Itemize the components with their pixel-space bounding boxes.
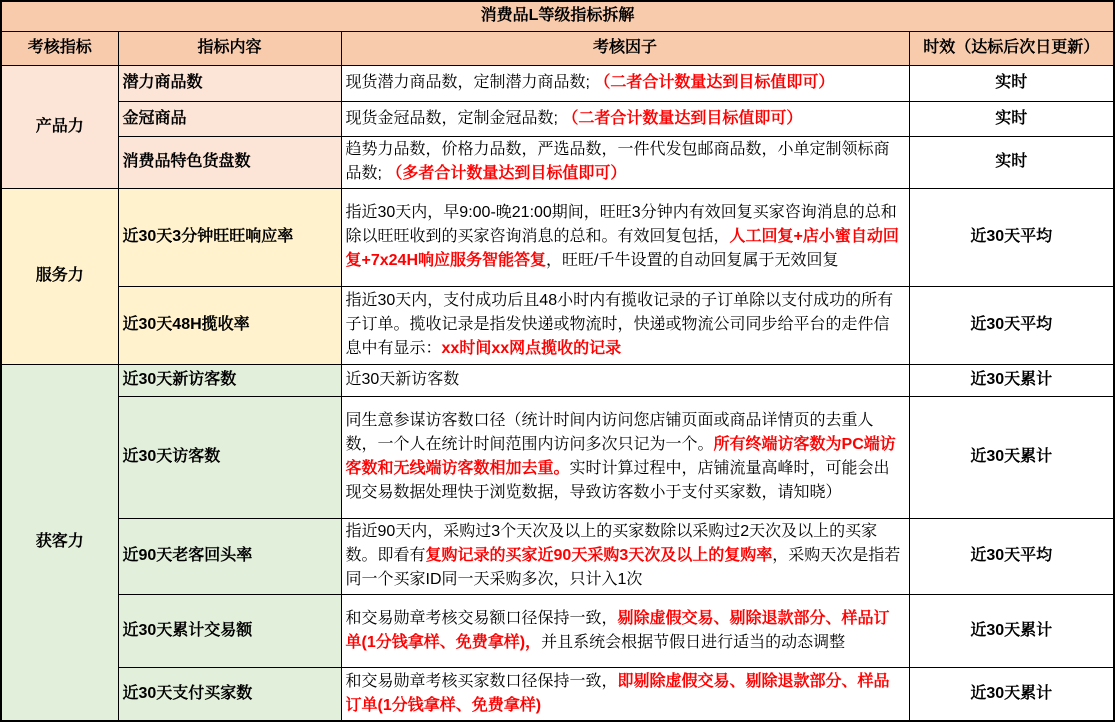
table-row bbox=[1, 188, 1114, 286]
column-header-row bbox=[1, 31, 1114, 65]
timeliness-cell: 近30天平均 bbox=[909, 286, 1114, 364]
table-row bbox=[1, 396, 1114, 518]
factor-text: 指近30天内，支付成功后且48小时内有揽收记录的子订单除以支付成功的所有子订单。揽收记录是指发快递或物流时，快递或物流公司同步给平台的走件信息中有显示： bbox=[345, 292, 894, 357]
factor-cell bbox=[341, 667, 909, 721]
factor-cell bbox=[341, 594, 909, 667]
timeliness-cell: 近30天累计 bbox=[909, 396, 1114, 518]
factor-highlight-text: （多者合计数量达到目标值即可） bbox=[386, 165, 627, 182]
indicator-cell: 潜力商品数 bbox=[118, 65, 341, 101]
column-header-assessment-factor: 考核因子 bbox=[341, 31, 909, 65]
table-head bbox=[1, 1, 1114, 65]
indicator-cell: 近90天老客回头率 bbox=[118, 518, 341, 594]
factor-cell bbox=[341, 364, 909, 396]
table-body bbox=[1, 65, 1114, 721]
factor-cell bbox=[341, 396, 909, 518]
factor-cell bbox=[341, 286, 909, 364]
factor-text: 实时计算过程中，店铺流量高峰时，可能会出现交易数据处理快于浏览数据，导致访客数小于支付买家数，请知晓） bbox=[345, 460, 890, 501]
timeliness-cell: 实时 bbox=[909, 101, 1114, 136]
factor-highlight-text: （二者合计数量达到目标值即可） bbox=[562, 109, 803, 127]
factor-cell bbox=[341, 136, 909, 188]
factor-text: 现货潜力商品数，定制潜力商品数; bbox=[345, 74, 595, 91]
table-row bbox=[1, 518, 1114, 594]
factor-highlight-text: xx时间xx网点揽收的记录 bbox=[441, 340, 622, 357]
indicator-cell: 近30天累计交易额 bbox=[118, 594, 341, 667]
factor-cell bbox=[341, 188, 909, 286]
factor-cell bbox=[341, 101, 909, 136]
factor-cell bbox=[341, 65, 909, 101]
indicator-cell: 金冠商品 bbox=[118, 101, 341, 136]
table-row bbox=[1, 65, 1114, 101]
factor-highlight-text: 人工回复+店小蜜自动回复+7x24H响应服务智能答复 bbox=[345, 228, 899, 269]
indicator-cell: 近30天新访客数 bbox=[118, 364, 341, 396]
factor-text: 和交易勋章考核交易额口径保持一致， bbox=[345, 609, 618, 627]
factor-highlight-text: 剔除虚假交易、剔除退款部分、样品订单(1分钱拿样、免费拿样)， bbox=[345, 609, 890, 651]
group-label: 获客力 bbox=[1, 364, 118, 721]
title-row bbox=[1, 1, 1114, 31]
column-header-indicator-content: 指标内容 bbox=[118, 31, 341, 65]
group-label: 服务力 bbox=[1, 188, 118, 364]
factor-cell bbox=[341, 518, 909, 594]
group-label: 产品力 bbox=[1, 65, 118, 188]
indicator-cell: 近30天3分钟旺旺响应率 bbox=[118, 188, 341, 286]
factor-text: ，采购天次是指若同一个买家ID同一天采购多次，只计入1次 bbox=[345, 547, 901, 588]
column-header-assessment-indicator: 考核指标 bbox=[1, 31, 118, 65]
factor-text: ，旺旺/千牛设置的自动回复属于无效回复 bbox=[546, 252, 839, 269]
factor-text: 指近30天内，早9:00-晚21:00期间，旺旺3分钟内有效回复买家咨询消息的总和除以旺旺收到的买家咨询消息的总和。有效回复包括， bbox=[345, 204, 897, 245]
table-row bbox=[1, 667, 1114, 721]
factor-text: 现货金冠品数，定制金冠品数; bbox=[345, 109, 563, 127]
indicator-cell: 近30天48H揽收率 bbox=[118, 286, 341, 364]
table-row bbox=[1, 286, 1114, 364]
factor-text: 和交易勋章考核买家数口径保持一致， bbox=[345, 672, 618, 690]
factor-text: 同生意参谋访客数口径（统计时间内访问您店铺页面或商品详情页的去重人数，一个人在统计时间范围内访问多次只记为一个。 bbox=[345, 412, 874, 453]
page-title: 消费品L等级指标拆解 bbox=[1, 1, 1114, 31]
timeliness-cell: 近30天平均 bbox=[909, 188, 1114, 286]
factor-text: 指近90天内，采购过3个天次及以上的买家数除以采购过2天次及以上的买家数。即看有 bbox=[345, 523, 878, 564]
table-row bbox=[1, 101, 1114, 136]
timeliness-cell: 近30天平均 bbox=[909, 518, 1114, 594]
factor-highlight-text: （二者合计数量达到目标值即可） bbox=[594, 74, 835, 91]
factor-highlight-text: 所有终端访客数为PC端访客数和无线端访客数相加去重。 bbox=[345, 436, 896, 477]
factor-highlight-text: 复购记录的买家近90天采购3天次及以上的复购率 bbox=[425, 547, 773, 564]
factor-text: 趋势力品数，价格力品数，严选品数，一件代发包邮商品数，小单定制领标商品数; bbox=[345, 141, 890, 182]
factor-text: 近30天新访客数 bbox=[345, 371, 460, 388]
table-row bbox=[1, 364, 1114, 396]
column-header-timeliness: 时效（达标后次日更新） bbox=[909, 31, 1114, 65]
table-row bbox=[1, 594, 1114, 667]
indicator-cell: 近30天支付买家数 bbox=[118, 667, 341, 721]
timeliness-cell: 近30天累计 bbox=[909, 594, 1114, 667]
table-row bbox=[1, 136, 1114, 188]
indicator-cell: 消费品特色货盘数 bbox=[118, 136, 341, 188]
timeliness-cell: 实时 bbox=[909, 136, 1114, 188]
timeliness-cell: 近30天累计 bbox=[909, 667, 1114, 721]
factor-text: 并且系统会根据节假日进行适当的动态调整 bbox=[541, 633, 846, 651]
indicator-cell: 近30天访客数 bbox=[118, 396, 341, 518]
factor-highlight-text: 即剔除虚假交易、剔除退款部分、样品订单(1分钱拿样、免费拿样) bbox=[345, 672, 890, 714]
timeliness-cell: 实时 bbox=[909, 65, 1114, 101]
timeliness-cell: 近30天累计 bbox=[909, 364, 1114, 396]
